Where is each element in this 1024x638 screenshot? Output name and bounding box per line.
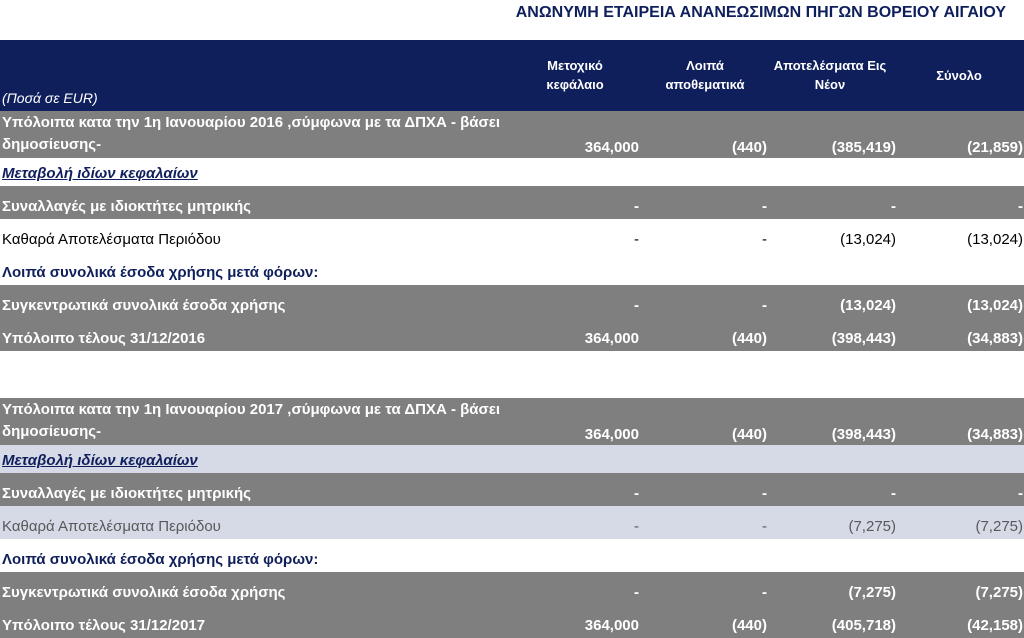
cell-total: - (1018, 198, 1023, 215)
cell-other-reserves: (440) (731, 330, 767, 347)
cell-share-capital: - (634, 198, 639, 215)
cell-retained-earnings: - (891, 198, 896, 215)
header-share-capital: Μετοχικό κεφάλαιο (546, 58, 604, 92)
cell-total: (34,883) (967, 426, 1023, 443)
cell-share-capital: - (634, 485, 639, 502)
header-retained-earnings: Αποτελέσματα Εις Νέον (773, 58, 887, 92)
row-label: Συναλλαγές με ιδιοκτήτες μητρικής (2, 485, 251, 502)
cell-share-capital: 364,000 (584, 330, 639, 347)
cell-share-capital: 364,000 (584, 617, 639, 634)
cell-retained-earnings: (13,024) (840, 297, 896, 314)
table-row (0, 158, 1024, 186)
table-row (0, 445, 1024, 473)
cell-other-reserves: - (762, 518, 767, 535)
table-row (0, 186, 1024, 219)
cell-retained-earnings: (385,419) (831, 139, 896, 156)
cell-retained-earnings: (7,275) (848, 584, 896, 601)
cell-other-reserves: - (762, 198, 767, 215)
cell-retained-earnings: (398,443) (831, 330, 896, 347)
header-total: Σύνολο (936, 68, 982, 83)
section-label: Μεταβολή ιδίων κεφαλαίων (2, 165, 198, 182)
cell-retained-earnings: (13,024) (840, 231, 896, 248)
row-label: Καθαρά Αποτελέσματα Περιόδου (2, 518, 221, 535)
row-label: Υπόλοιπα κατα την 1η Ιανουαρίου 2016 ,σύμφωνα με τα ΔΠΧΑ - βάσει δημοσίευσης- (2, 114, 501, 153)
cell-total: (13,024) (967, 297, 1023, 314)
cell-retained-earnings: (405,718) (831, 617, 896, 634)
table-row (0, 398, 1024, 445)
spacer (0, 351, 1024, 398)
cell-share-capital: 364,000 (584, 139, 639, 156)
cell-total: (21,859) (967, 139, 1023, 156)
cell-other-reserves: - (762, 297, 767, 314)
cell-total: (13,024) (967, 231, 1023, 248)
section-label: Λοιπά συνολικά έσοδα χρήσης μετά φόρων: (2, 551, 319, 568)
row-label: Υπόλοιπο τέλους 31/12/2017 (2, 617, 206, 634)
cell-share-capital: 364,000 (584, 426, 639, 443)
cell-share-capital: - (634, 584, 639, 601)
table-row (0, 572, 1024, 605)
row-label: Συναλλαγές με ιδιοκτήτες μητρικής (2, 198, 251, 215)
cell-other-reserves: (440) (731, 139, 767, 156)
row-label: Υπόλοιπα κατα την 1η Ιανουαρίου 2017 ,σύμφωνα με τα ΔΠΧΑ - βάσει δημοσίευσης- (2, 401, 501, 440)
company-title: ΑΝΩΝΥΜΗ ΕΤΑΙΡΕΙΑ ΑΝΑΝΕΩΣΙΜΩΝ ΠΗΓΩΝ ΒΟΡΕΙΟΥ ΑΙΓΑΙΟΥ (515, 4, 1006, 21)
unit-label: (Ποσά σε EUR) (2, 90, 98, 106)
cell-other-reserves: (440) (731, 426, 767, 443)
table-row (0, 252, 1024, 285)
cell-share-capital: - (634, 518, 639, 535)
row-label: Συγκεντρωτικά συνολικά έσοδα χρήσης (2, 584, 286, 601)
section-label: Λοιπά συνολικά έσοδα χρήσης μετά φόρων: (2, 264, 319, 281)
cell-total: (7,275) (975, 584, 1023, 601)
row-label: Υπόλοιπο τέλους 31/12/2016 (2, 330, 206, 347)
cell-total: (42,158) (967, 617, 1023, 634)
equity-table (0, 111, 1024, 638)
cell-total: (34,883) (967, 330, 1023, 347)
table-row (0, 473, 1024, 506)
cell-retained-earnings: (398,443) (831, 426, 896, 443)
table-row (0, 605, 1024, 638)
table-header (0, 40, 1024, 111)
table-row (0, 506, 1024, 539)
cell-other-reserves: - (762, 584, 767, 601)
cell-other-reserves: - (762, 485, 767, 502)
table-row (0, 111, 1024, 158)
table-row (0, 285, 1024, 318)
cell-share-capital: - (634, 297, 639, 314)
table-row (0, 539, 1024, 572)
cell-other-reserves: (440) (731, 617, 767, 634)
row-label: Συγκεντρωτικά συνολικά έσοδα χρήσης (2, 297, 286, 314)
cell-other-reserves: - (762, 231, 767, 248)
cell-total: (7,275) (975, 518, 1023, 535)
table-row (0, 318, 1024, 351)
header-other-reserves: Λοιπά αποθεματικά (665, 58, 745, 92)
cell-total: - (1018, 485, 1023, 502)
table-row (0, 219, 1024, 252)
cell-share-capital: - (634, 231, 639, 248)
section-label: Μεταβολή ιδίων κεφαλαίων (2, 452, 198, 469)
row-label: Καθαρά Αποτελέσματα Περιόδου (2, 231, 221, 248)
cell-retained-earnings: - (891, 485, 896, 502)
cell-retained-earnings: (7,275) (848, 518, 896, 535)
